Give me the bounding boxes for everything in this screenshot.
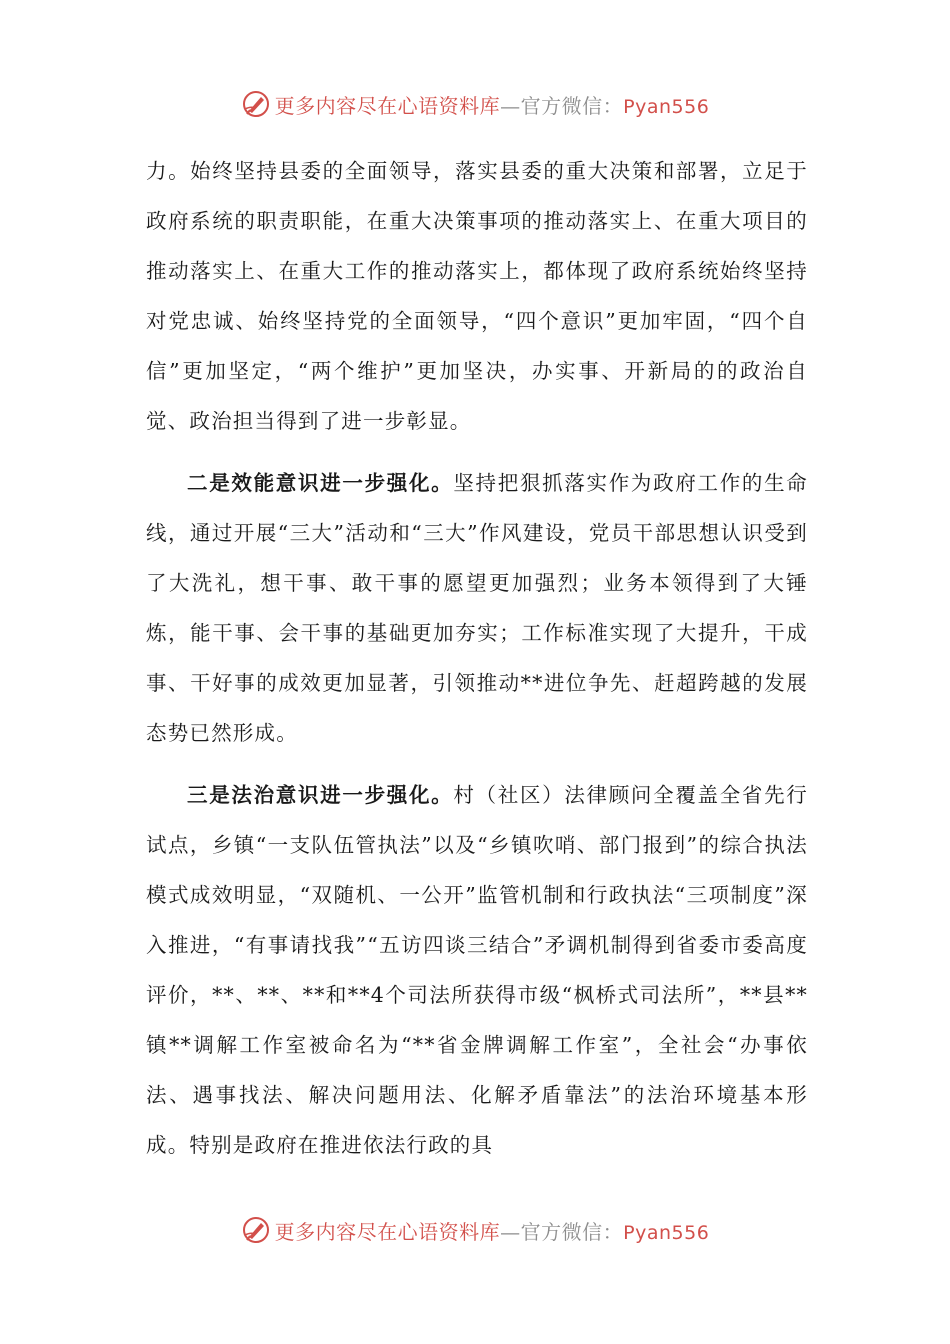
- watermark-site-text: 更多内容尽在心语资料库: [274, 1219, 501, 1244]
- watermark-account: Pyan556: [623, 95, 710, 118]
- paragraph-text: 村（社区）法律顾问全覆盖全省先行试点，乡镇“一支队伍管执法”以及“乡镇吹哨、部门报到”的综合执法模式成效明显，“双随机、一公开”监管机制和行政执法“三项制度”深入推进，“有事请找我”“五访四谈三结合”矛调机制得到省委市委高度评价，**、**、**和**4个司法所获得市级“枫桥式司法所”，**县**镇**调解工作室被命名为“**省金牌调解工作室”，全社会“办事依法、遇事找法、解决问题用法、化解矛盾靠法”的法治环境基本形成。特别是政府在推进依法行政的具: [146, 783, 808, 1157]
- paragraph-text: 坚持把狠抓落实作为政府工作的生命线，通过开展“三大”活动和“三大”作风建设，党员干部思想认识受到了大洗礼，想干事、敢干事的愿望更加强烈；业务本领得到了大锤炼，能干事、会干事的基础更加夯实；工作标准实现了大提升，干成事、干好事的成效更加显著，引领推动**进位争先、赶超跨越的发展态势已然形成。: [146, 471, 808, 745]
- paragraph-rule-of-law: [146, 770, 808, 1170]
- document-body: [146, 146, 808, 1170]
- paragraph-lead: 三是法治意识进一步强化。: [187, 783, 454, 807]
- pen-feather-logo-icon: [241, 1215, 271, 1245]
- watermark-dash: —: [500, 1219, 521, 1244]
- paragraph-text: 力。始终坚持县委的全面领导，落实县委的重大决策和部署，立足于政府系统的职责职能，在重大决策事项的推动落实上、在重大项目的推动落实上、在重大工作的推动落实上，都体现了政府系统始终坚持对党忠诚、始终坚持党的全面领导，“四个意识”更加牢固，“四个自信”更加坚定，“两个维护”更加坚决，办实事、开新局的的政治自觉、政治担当得到了进一步彰显。: [146, 159, 808, 433]
- header-watermark: [0, 84, 950, 124]
- watermark-dash: —: [500, 93, 521, 118]
- watermark-site-text: 更多内容尽在心语资料库: [274, 93, 501, 118]
- paragraph-continuation: [146, 146, 808, 446]
- pen-feather-logo-icon: [241, 89, 271, 119]
- paragraph-efficiency: [146, 458, 808, 758]
- watermark-text: [275, 90, 710, 119]
- watermark-label: 官方微信：: [520, 93, 624, 118]
- watermark-text: [275, 1216, 710, 1245]
- paragraph-lead: 二是效能意识进一步强化。: [187, 471, 454, 495]
- watermark-account: Pyan556: [623, 1221, 710, 1244]
- watermark-label: 官方微信：: [520, 1219, 624, 1244]
- footer-watermark: [0, 1210, 950, 1250]
